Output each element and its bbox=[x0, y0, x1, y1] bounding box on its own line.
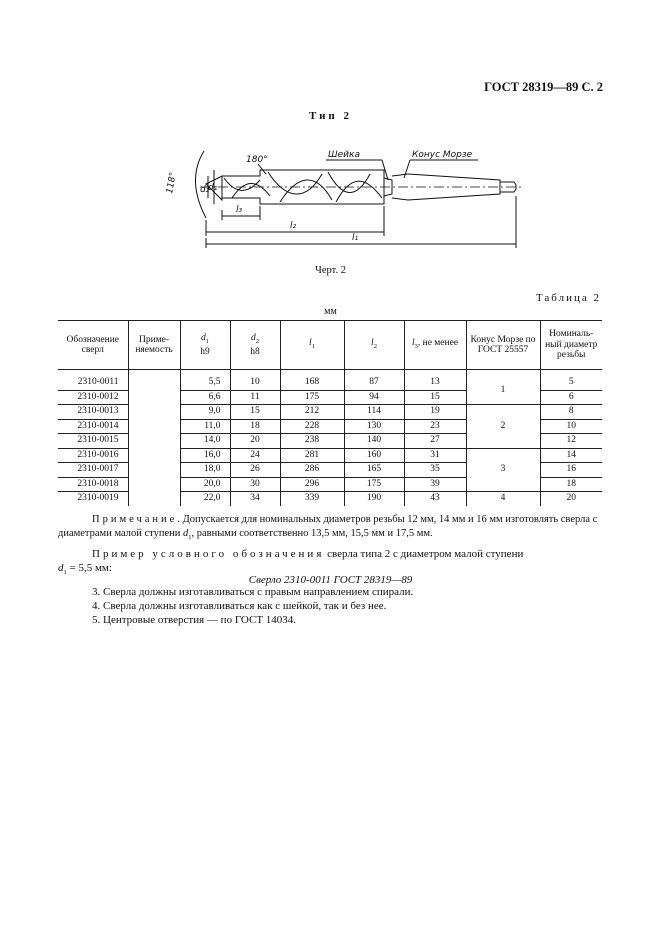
cell-l2: 140 bbox=[344, 434, 404, 449]
cell-l1: 281 bbox=[280, 448, 344, 463]
cell-d2: 24 bbox=[230, 448, 280, 463]
cell-l2: 175 bbox=[344, 477, 404, 492]
example-designation: Сверло 2310-0011 ГОСТ 28319—89 bbox=[248, 574, 413, 586]
cell-code: 2310-0019 bbox=[58, 492, 128, 506]
col-d2: $d_2$ h8 bbox=[230, 321, 280, 370]
cell-d1: 20,0 bbox=[180, 477, 230, 492]
cell-l3: 13 bbox=[404, 370, 466, 391]
col-morse: Конус Морзе по ГОСТ 25557 bbox=[466, 321, 540, 370]
cell-d2: 18 bbox=[230, 419, 280, 434]
cell-code: 2310-0018 bbox=[58, 477, 128, 492]
label-angle-180: 180° bbox=[246, 155, 268, 165]
cell-thread: 6 bbox=[540, 390, 602, 405]
label-morse-taper: Конус Морзе bbox=[412, 150, 473, 160]
cell-thread: 10 bbox=[540, 419, 602, 434]
drill-table bbox=[58, 320, 602, 506]
cell-l2: 114 bbox=[344, 405, 404, 420]
cell-l2: 87 bbox=[344, 370, 404, 391]
cell-l1: 212 bbox=[280, 405, 344, 420]
col-l3: $l_3$, не менее bbox=[404, 321, 466, 370]
cell-morse: 3 bbox=[466, 448, 540, 492]
page-header: ГОСТ 28319—89 С. 2 bbox=[484, 80, 603, 94]
cell-l3: 39 bbox=[404, 477, 466, 492]
cell-d1: 5,5 bbox=[180, 370, 230, 391]
label-d1: d₁ bbox=[208, 183, 218, 193]
cell-l1: 168 bbox=[280, 370, 344, 391]
col-l2: $l_2$ bbox=[344, 321, 404, 370]
cell-d1: 16,0 bbox=[180, 448, 230, 463]
cell-l1: 228 bbox=[280, 419, 344, 434]
cell-d2: 30 bbox=[230, 477, 280, 492]
cell-d1: 11,0 bbox=[180, 419, 230, 434]
cell-code: 2310-0017 bbox=[58, 463, 128, 478]
cell-thread: 16 bbox=[540, 463, 602, 478]
cell-code: 2310-0016 bbox=[58, 448, 128, 463]
table-title: Таблица 2 bbox=[535, 292, 601, 304]
label-neck: Шейка bbox=[328, 150, 360, 160]
label-l1: l₁ bbox=[352, 233, 359, 243]
cell-applicability bbox=[128, 370, 180, 506]
cell-thread: 20 bbox=[540, 492, 602, 506]
cell-d1: 14,0 bbox=[180, 434, 230, 449]
figure-caption: Черт. 2 bbox=[315, 265, 346, 276]
cell-code: 2310-0015 bbox=[58, 434, 128, 449]
col-l1: $l_1$ bbox=[280, 321, 344, 370]
cell-l2: 130 bbox=[344, 419, 404, 434]
cell-d2: 34 bbox=[230, 492, 280, 506]
cell-code: 2310-0011 bbox=[58, 370, 128, 391]
cell-l2: 160 bbox=[344, 448, 404, 463]
cell-l1: 238 bbox=[280, 434, 344, 449]
cell-l1: 296 bbox=[280, 477, 344, 492]
cell-thread: 14 bbox=[540, 448, 602, 463]
cell-thread: 18 bbox=[540, 477, 602, 492]
cell-l2: 190 bbox=[344, 492, 404, 506]
cell-d2: 11 bbox=[230, 390, 280, 405]
cell-thread: 12 bbox=[540, 434, 602, 449]
cell-d1: 6,6 bbox=[180, 390, 230, 405]
cell-morse: 4 bbox=[466, 492, 540, 506]
cell-d2: 15 bbox=[230, 405, 280, 420]
col-d1: $d_1$ h9 bbox=[180, 321, 230, 370]
drill-drawing bbox=[160, 140, 530, 260]
label-d2: d₂ bbox=[200, 185, 210, 195]
cell-morse: 1 bbox=[466, 370, 540, 405]
cell-code: 2310-0013 bbox=[58, 405, 128, 420]
table-units: мм bbox=[324, 306, 337, 317]
list-item: 4. Сверла должны изготавливаться как с шейкой, так и без нее. bbox=[92, 600, 387, 612]
col-designation: Обозначение сверл bbox=[58, 321, 128, 370]
col-thread: Номиналь-ный диаметр резьбы bbox=[540, 321, 602, 370]
cell-d1: 18,0 bbox=[180, 463, 230, 478]
cell-l1: 339 bbox=[280, 492, 344, 506]
list-item: 3. Сверла должны изготавливаться с правым направлением спирали. bbox=[92, 586, 414, 598]
table-note: Примечание. Допускается для номинальных диаметров резьбы 12 мм, 14 мм и 16 мм изготовлять сверла с диаметрами малой ступени $d_1$, равными соответственно 13,5 мм, 15,5 мм и 17,5 мм. bbox=[58, 514, 598, 542]
label-l2: l₂ bbox=[290, 221, 297, 231]
cell-code: 2310-0012 bbox=[58, 390, 128, 405]
cell-d2: 10 bbox=[230, 370, 280, 391]
cell-l3: 31 bbox=[404, 448, 466, 463]
cell-code: 2310-0014 bbox=[58, 419, 128, 434]
cell-l1: 286 bbox=[280, 463, 344, 478]
col-applicability: Приме-няемость bbox=[128, 321, 180, 370]
cell-l3: 19 bbox=[404, 405, 466, 420]
cell-morse: 2 bbox=[466, 405, 540, 449]
type-title: Тип 2 bbox=[309, 110, 352, 122]
cell-l1: 175 bbox=[280, 390, 344, 405]
cell-l3: 15 bbox=[404, 390, 466, 405]
cell-thread: 5 bbox=[540, 370, 602, 391]
cell-d1: 9,0 bbox=[180, 405, 230, 420]
table-row bbox=[58, 370, 602, 391]
cell-d2: 20 bbox=[230, 434, 280, 449]
cell-l3: 43 bbox=[404, 492, 466, 506]
cell-l3: 27 bbox=[404, 434, 466, 449]
cell-d1: 22,0 bbox=[180, 492, 230, 506]
label-l3: l₃ bbox=[236, 205, 243, 215]
cell-thread: 8 bbox=[540, 405, 602, 420]
label-angle-118: 118° bbox=[165, 171, 179, 195]
table-header-row bbox=[58, 321, 602, 370]
cell-l2: 165 bbox=[344, 463, 404, 478]
example-paragraph: Пример условного обозначения сверла типа 2 с диаметром малой ступени $d_1 = 5,5$ мм: bbox=[58, 548, 524, 577]
list-item: 5. Центровые отверстия — по ГОСТ 14034. bbox=[92, 614, 297, 626]
cell-d2: 26 bbox=[230, 463, 280, 478]
cell-l3: 35 bbox=[404, 463, 466, 478]
cell-l3: 23 bbox=[404, 419, 466, 434]
cell-l2: 94 bbox=[344, 390, 404, 405]
